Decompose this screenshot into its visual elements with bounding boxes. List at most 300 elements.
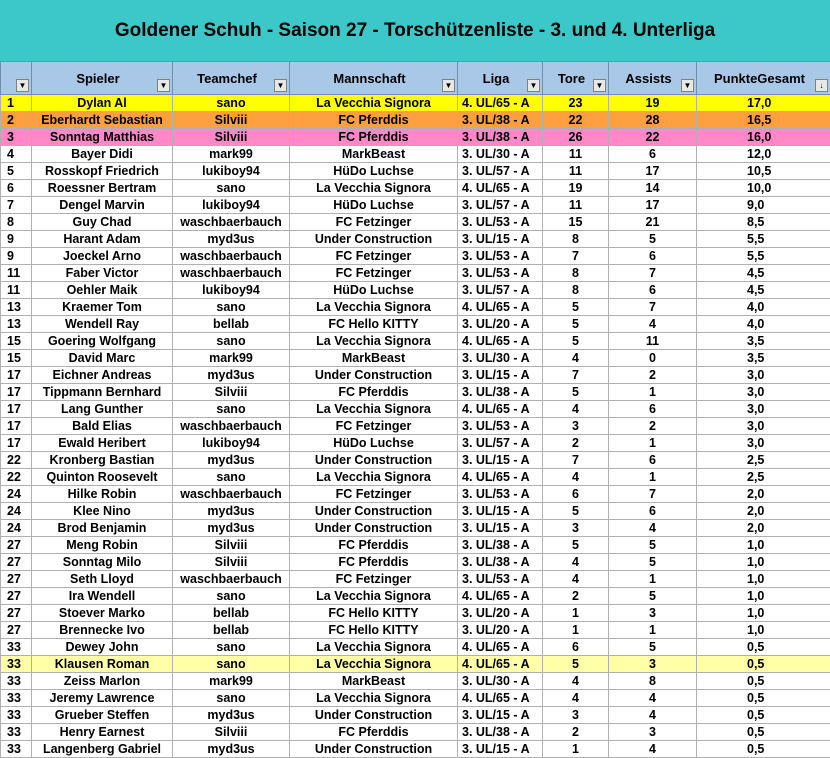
player-cell: Guy Chad bbox=[32, 214, 173, 231]
liga-cell: 3. UL/20 - A bbox=[458, 605, 543, 622]
assists-cell: 4 bbox=[609, 707, 697, 724]
goals-cell: 4 bbox=[543, 690, 609, 707]
liga-cell: 3. UL/15 - A bbox=[458, 707, 543, 724]
assists-cell: 7 bbox=[609, 265, 697, 282]
player-cell: Ira Wendell bbox=[32, 588, 173, 605]
goals-cell: 8 bbox=[543, 231, 609, 248]
rank-cell: 11 bbox=[1, 282, 32, 299]
table-row bbox=[1, 571, 830, 588]
player-cell: Klee Nino bbox=[32, 503, 173, 520]
table-row bbox=[1, 554, 830, 571]
liga-cell: 3. UL/15 - A bbox=[458, 520, 543, 537]
points-cell: 17,0 bbox=[697, 95, 830, 112]
points-cell: 1,0 bbox=[697, 554, 830, 571]
rank-cell: 17 bbox=[1, 418, 32, 435]
assists-cell: 3 bbox=[609, 656, 697, 673]
rank-cell: 22 bbox=[1, 469, 32, 486]
player-cell: Zeiss Marlon bbox=[32, 673, 173, 690]
assists-cell: 6 bbox=[609, 503, 697, 520]
liga-cell: 3. UL/20 - A bbox=[458, 622, 543, 639]
points-cell: 4,5 bbox=[697, 265, 830, 282]
column-header-liga[interactable] bbox=[458, 62, 543, 95]
assists-cell: 3 bbox=[609, 724, 697, 741]
liga-cell: 3. UL/15 - A bbox=[458, 367, 543, 384]
assists-cell: 5 bbox=[609, 588, 697, 605]
table-row bbox=[1, 537, 830, 554]
player-cell: Bald Elias bbox=[32, 418, 173, 435]
assists-cell: 3 bbox=[609, 605, 697, 622]
table-row bbox=[1, 384, 830, 401]
teamchef-cell: sano bbox=[173, 588, 290, 605]
table-row bbox=[1, 401, 830, 418]
rank-cell: 17 bbox=[1, 367, 32, 384]
liga-cell: 3. UL/53 - A bbox=[458, 248, 543, 265]
assists-cell: 7 bbox=[609, 299, 697, 316]
player-cell: Langenberg Gabriel bbox=[32, 741, 173, 758]
rank-cell: 3 bbox=[1, 129, 32, 146]
liga-cell: 3. UL/15 - A bbox=[458, 741, 543, 758]
team-cell: La Vecchia Signora bbox=[290, 588, 458, 605]
rank-cell: 6 bbox=[1, 180, 32, 197]
player-cell: Roessner Bertram bbox=[32, 180, 173, 197]
assists-cell: 5 bbox=[609, 554, 697, 571]
teamchef-cell: sano bbox=[173, 180, 290, 197]
assists-cell: 28 bbox=[609, 112, 697, 129]
table-row bbox=[1, 673, 830, 690]
filter-dropdown-icon[interactable]: ▼ bbox=[681, 79, 694, 92]
teamchef-cell: mark99 bbox=[173, 673, 290, 690]
player-cell: Quinton Roosevelt bbox=[32, 469, 173, 486]
teamchef-cell: Silviii bbox=[173, 129, 290, 146]
goals-cell: 4 bbox=[543, 350, 609, 367]
points-cell: 8,5 bbox=[697, 214, 830, 231]
filter-dropdown-icon[interactable]: ▼ bbox=[16, 79, 29, 92]
assists-cell: 6 bbox=[609, 282, 697, 299]
points-cell: 1,0 bbox=[697, 622, 830, 639]
goals-cell: 2 bbox=[543, 724, 609, 741]
goals-cell: 3 bbox=[543, 418, 609, 435]
team-cell: Under Construction bbox=[290, 520, 458, 537]
table-row bbox=[1, 333, 830, 350]
team-cell: FC Hello KITTY bbox=[290, 605, 458, 622]
goals-cell: 3 bbox=[543, 520, 609, 537]
column-header-teamchef[interactable] bbox=[173, 62, 290, 95]
teamchef-cell: waschbaerbauch bbox=[173, 214, 290, 231]
goals-cell: 5 bbox=[543, 384, 609, 401]
team-cell: MarkBeast bbox=[290, 350, 458, 367]
goals-cell: 2 bbox=[543, 588, 609, 605]
points-cell: 16,0 bbox=[697, 129, 830, 146]
team-cell: FC Pferddis bbox=[290, 384, 458, 401]
goals-cell: 19 bbox=[543, 180, 609, 197]
points-cell: 3,0 bbox=[697, 367, 830, 384]
filter-dropdown-icon[interactable]: ▼ bbox=[274, 79, 287, 92]
filter-dropdown-icon[interactable]: ▼ bbox=[157, 79, 170, 92]
goals-cell: 26 bbox=[543, 129, 609, 146]
goals-cell: 4 bbox=[543, 571, 609, 588]
rank-cell: 24 bbox=[1, 486, 32, 503]
player-cell: Brod Benjamin bbox=[32, 520, 173, 537]
teamchef-cell: Silviii bbox=[173, 384, 290, 401]
goals-cell: 1 bbox=[543, 741, 609, 758]
player-cell: David Marc bbox=[32, 350, 173, 367]
assists-cell: 4 bbox=[609, 741, 697, 758]
rank-cell: 33 bbox=[1, 639, 32, 656]
team-cell: FC Pferddis bbox=[290, 724, 458, 741]
player-cell: Stoever Marko bbox=[32, 605, 173, 622]
rank-cell: 27 bbox=[1, 622, 32, 639]
points-cell: 10,0 bbox=[697, 180, 830, 197]
goals-cell: 11 bbox=[543, 197, 609, 214]
liga-cell: 3. UL/53 - A bbox=[458, 418, 543, 435]
liga-cell: 3. UL/15 - A bbox=[458, 231, 543, 248]
teamchef-cell: sano bbox=[173, 95, 290, 112]
rank-cell: 27 bbox=[1, 537, 32, 554]
liga-cell: 4. UL/65 - A bbox=[458, 299, 543, 316]
rank-cell: 33 bbox=[1, 724, 32, 741]
teamchef-cell: Silviii bbox=[173, 537, 290, 554]
goals-cell: 23 bbox=[543, 95, 609, 112]
liga-cell: 3. UL/15 - A bbox=[458, 503, 543, 520]
points-cell: 4,0 bbox=[697, 316, 830, 333]
liga-cell: 3. UL/57 - A bbox=[458, 197, 543, 214]
table-body bbox=[1, 95, 830, 758]
rank-cell: 5 bbox=[1, 163, 32, 180]
team-cell: MarkBeast bbox=[290, 673, 458, 690]
teamchef-cell: myd3us bbox=[173, 367, 290, 384]
team-cell: Under Construction bbox=[290, 503, 458, 520]
teamchef-cell: sano bbox=[173, 656, 290, 673]
team-cell: La Vecchia Signora bbox=[290, 639, 458, 656]
teamchef-cell: lukiboy94 bbox=[173, 282, 290, 299]
assists-cell: 0 bbox=[609, 350, 697, 367]
points-cell: 2,5 bbox=[697, 452, 830, 469]
points-cell: 2,5 bbox=[697, 469, 830, 486]
team-cell: FC Fetzinger bbox=[290, 486, 458, 503]
points-cell: 1,0 bbox=[697, 605, 830, 622]
table-row bbox=[1, 435, 830, 452]
teamchef-cell: waschbaerbauch bbox=[173, 571, 290, 588]
player-cell: Kraemer Tom bbox=[32, 299, 173, 316]
teamchef-cell: Silviii bbox=[173, 554, 290, 571]
assists-cell: 11 bbox=[609, 333, 697, 350]
liga-cell: 4. UL/65 - A bbox=[458, 95, 543, 112]
filter-dropdown-icon[interactable]: ▼ bbox=[527, 79, 540, 92]
column-header-tore[interactable] bbox=[543, 62, 609, 95]
liga-cell: 4. UL/65 - A bbox=[458, 588, 543, 605]
player-cell: Oehler Maik bbox=[32, 282, 173, 299]
liga-cell: 3. UL/53 - A bbox=[458, 214, 543, 231]
assists-cell: 21 bbox=[609, 214, 697, 231]
rank-cell: 17 bbox=[1, 401, 32, 418]
goals-cell: 3 bbox=[543, 707, 609, 724]
player-cell: Dewey John bbox=[32, 639, 173, 656]
teamchef-cell: mark99 bbox=[173, 350, 290, 367]
liga-cell: 3. UL/57 - A bbox=[458, 163, 543, 180]
table-row bbox=[1, 469, 830, 486]
points-cell: 4,0 bbox=[697, 299, 830, 316]
points-cell: 0,5 bbox=[697, 639, 830, 656]
table-row bbox=[1, 231, 830, 248]
player-cell: Kronberg Bastian bbox=[32, 452, 173, 469]
points-cell: 16,5 bbox=[697, 112, 830, 129]
teamchef-cell: sano bbox=[173, 333, 290, 350]
rank-cell: 7 bbox=[1, 197, 32, 214]
player-cell: Bayer Didi bbox=[32, 146, 173, 163]
column-header-label: PunkteGesamt bbox=[713, 70, 806, 86]
teamchef-cell: waschbaerbauch bbox=[173, 248, 290, 265]
team-cell: Under Construction bbox=[290, 741, 458, 758]
table-row bbox=[1, 418, 830, 435]
assists-cell: 1 bbox=[609, 622, 697, 639]
goals-cell: 6 bbox=[543, 486, 609, 503]
table-row bbox=[1, 197, 830, 214]
table-row bbox=[1, 367, 830, 384]
rank-cell: 33 bbox=[1, 656, 32, 673]
team-cell: La Vecchia Signora bbox=[290, 656, 458, 673]
liga-cell: 4. UL/65 - A bbox=[458, 180, 543, 197]
filter-dropdown-icon[interactable]: ▼ bbox=[442, 79, 455, 92]
teamchef-cell: bellab bbox=[173, 605, 290, 622]
table-row bbox=[1, 248, 830, 265]
points-cell: 3,0 bbox=[697, 384, 830, 401]
goals-cell: 8 bbox=[543, 265, 609, 282]
liga-cell: 4. UL/65 - A bbox=[458, 333, 543, 350]
liga-cell: 4. UL/65 - A bbox=[458, 639, 543, 656]
rank-cell: 24 bbox=[1, 503, 32, 520]
assists-cell: 1 bbox=[609, 469, 697, 486]
goals-cell: 4 bbox=[543, 673, 609, 690]
team-cell: FC Fetzinger bbox=[290, 214, 458, 231]
points-cell: 2,0 bbox=[697, 520, 830, 537]
header-row bbox=[1, 62, 830, 95]
assists-cell: 1 bbox=[609, 435, 697, 452]
points-cell: 12,0 bbox=[697, 146, 830, 163]
rank-cell: 4 bbox=[1, 146, 32, 163]
teamchef-cell: myd3us bbox=[173, 231, 290, 248]
liga-cell: 3. UL/30 - A bbox=[458, 350, 543, 367]
teamchef-cell: Silviii bbox=[173, 724, 290, 741]
assists-cell: 2 bbox=[609, 367, 697, 384]
goals-cell: 7 bbox=[543, 452, 609, 469]
sort-dropdown-icon[interactable]: ↓ bbox=[815, 79, 828, 92]
rank-cell: 17 bbox=[1, 384, 32, 401]
team-cell: FC Fetzinger bbox=[290, 418, 458, 435]
rank-cell: 9 bbox=[1, 231, 32, 248]
player-cell: Dengel Marvin bbox=[32, 197, 173, 214]
goals-cell: 2 bbox=[543, 435, 609, 452]
assists-cell: 19 bbox=[609, 95, 697, 112]
goals-cell: 1 bbox=[543, 605, 609, 622]
goals-cell: 11 bbox=[543, 163, 609, 180]
column-header-label: Liga bbox=[482, 70, 510, 86]
assists-cell: 5 bbox=[609, 231, 697, 248]
scorer-table bbox=[0, 61, 830, 758]
goals-cell: 22 bbox=[543, 112, 609, 129]
liga-cell: 3. UL/57 - A bbox=[458, 435, 543, 452]
player-cell: Eberhardt Sebastian bbox=[32, 112, 173, 129]
table-row bbox=[1, 503, 830, 520]
liga-cell: 3. UL/38 - A bbox=[458, 724, 543, 741]
team-cell: La Vecchia Signora bbox=[290, 333, 458, 350]
team-cell: HüDo Luchse bbox=[290, 282, 458, 299]
column-header-mannschaft[interactable] bbox=[290, 62, 458, 95]
player-cell: Hilke Robin bbox=[32, 486, 173, 503]
player-cell: Eichner Andreas bbox=[32, 367, 173, 384]
teamchef-cell: lukiboy94 bbox=[173, 197, 290, 214]
team-cell: HüDo Luchse bbox=[290, 163, 458, 180]
table-row bbox=[1, 656, 830, 673]
teamchef-cell: myd3us bbox=[173, 707, 290, 724]
rank-cell: 17 bbox=[1, 435, 32, 452]
points-cell: 3,5 bbox=[697, 333, 830, 350]
column-header-rank[interactable] bbox=[1, 62, 32, 95]
player-cell: Lang Gunther bbox=[32, 401, 173, 418]
team-cell: Under Construction bbox=[290, 452, 458, 469]
player-cell: Sonntag Milo bbox=[32, 554, 173, 571]
team-cell: Under Construction bbox=[290, 707, 458, 724]
team-cell: FC Pferddis bbox=[290, 129, 458, 146]
table-row bbox=[1, 214, 830, 231]
liga-cell: 3. UL/38 - A bbox=[458, 554, 543, 571]
player-cell: Meng Robin bbox=[32, 537, 173, 554]
filter-dropdown-icon[interactable]: ▼ bbox=[593, 79, 606, 92]
column-header-label: Tore bbox=[557, 70, 586, 86]
column-header-label: Assists bbox=[625, 70, 672, 86]
rank-cell: 33 bbox=[1, 707, 32, 724]
player-cell: Henry Earnest bbox=[32, 724, 173, 741]
team-cell: FC Pferddis bbox=[290, 537, 458, 554]
column-header-assists[interactable] bbox=[609, 62, 697, 95]
teamchef-cell: mark99 bbox=[173, 146, 290, 163]
page-title: Goldener Schuh - Saison 27 - Torschützenliste - 3. und 4. Unterliga bbox=[0, 0, 830, 62]
teamchef-cell: sano bbox=[173, 690, 290, 707]
player-cell: Harant Adam bbox=[32, 231, 173, 248]
table-row bbox=[1, 265, 830, 282]
column-header-punkte[interactable] bbox=[697, 62, 830, 95]
rank-cell: 33 bbox=[1, 741, 32, 758]
table-row bbox=[1, 690, 830, 707]
team-cell: FC Pferddis bbox=[290, 112, 458, 129]
rank-cell: 15 bbox=[1, 350, 32, 367]
table-row bbox=[1, 520, 830, 537]
player-cell: Ewald Heribert bbox=[32, 435, 173, 452]
liga-cell: 3. UL/30 - A bbox=[458, 673, 543, 690]
assists-cell: 2 bbox=[609, 418, 697, 435]
points-cell: 10,5 bbox=[697, 163, 830, 180]
teamchef-cell: myd3us bbox=[173, 520, 290, 537]
team-cell: Under Construction bbox=[290, 231, 458, 248]
points-cell: 3,5 bbox=[697, 350, 830, 367]
assists-cell: 6 bbox=[609, 248, 697, 265]
player-cell: Dylan Al bbox=[32, 95, 173, 112]
assists-cell: 17 bbox=[609, 163, 697, 180]
liga-cell: 3. UL/53 - A bbox=[458, 486, 543, 503]
table-row bbox=[1, 129, 830, 146]
team-cell: FC Fetzinger bbox=[290, 571, 458, 588]
liga-cell: 3. UL/57 - A bbox=[458, 282, 543, 299]
rank-cell: 27 bbox=[1, 588, 32, 605]
assists-cell: 6 bbox=[609, 452, 697, 469]
points-cell: 2,0 bbox=[697, 503, 830, 520]
player-cell: Klausen Roman bbox=[32, 656, 173, 673]
teamchef-cell: sano bbox=[173, 469, 290, 486]
team-cell: FC Fetzinger bbox=[290, 265, 458, 282]
teamchef-cell: sano bbox=[173, 401, 290, 418]
rank-cell: 24 bbox=[1, 520, 32, 537]
points-cell: 3,0 bbox=[697, 435, 830, 452]
goals-cell: 8 bbox=[543, 282, 609, 299]
rank-cell: 27 bbox=[1, 554, 32, 571]
column-header-label: Spieler bbox=[76, 70, 120, 86]
assists-cell: 8 bbox=[609, 673, 697, 690]
assists-cell: 5 bbox=[609, 639, 697, 656]
liga-cell: 3. UL/20 - A bbox=[458, 316, 543, 333]
column-header-label: Teamchef bbox=[197, 70, 257, 86]
team-cell: Under Construction bbox=[290, 367, 458, 384]
points-cell: 0,5 bbox=[697, 741, 830, 758]
assists-cell: 6 bbox=[609, 401, 697, 418]
liga-cell: 3. UL/15 - A bbox=[458, 452, 543, 469]
player-cell: Sonntag Matthias bbox=[32, 129, 173, 146]
team-cell: HüDo Luchse bbox=[290, 197, 458, 214]
points-cell: 9,0 bbox=[697, 197, 830, 214]
table-row bbox=[1, 724, 830, 741]
team-cell: La Vecchia Signora bbox=[290, 469, 458, 486]
points-cell: 1,0 bbox=[697, 571, 830, 588]
table-row bbox=[1, 350, 830, 367]
rank-cell: 1 bbox=[1, 95, 32, 112]
team-cell: La Vecchia Signora bbox=[290, 299, 458, 316]
rank-cell: 27 bbox=[1, 571, 32, 588]
liga-cell: 3. UL/38 - A bbox=[458, 537, 543, 554]
goals-cell: 5 bbox=[543, 537, 609, 554]
table-row bbox=[1, 605, 830, 622]
points-cell: 1,0 bbox=[697, 588, 830, 605]
points-cell: 5,5 bbox=[697, 231, 830, 248]
table-row bbox=[1, 112, 830, 129]
team-cell: FC Fetzinger bbox=[290, 248, 458, 265]
team-cell: HüDo Luchse bbox=[290, 435, 458, 452]
table-row bbox=[1, 316, 830, 333]
teamchef-cell: Silviii bbox=[173, 112, 290, 129]
rank-cell: 33 bbox=[1, 673, 32, 690]
liga-cell: 4. UL/65 - A bbox=[458, 401, 543, 418]
assists-cell: 5 bbox=[609, 537, 697, 554]
rank-cell: 13 bbox=[1, 299, 32, 316]
liga-cell: 3. UL/53 - A bbox=[458, 265, 543, 282]
goals-cell: 5 bbox=[543, 299, 609, 316]
team-cell: La Vecchia Signora bbox=[290, 690, 458, 707]
assists-cell: 6 bbox=[609, 146, 697, 163]
points-cell: 0,5 bbox=[697, 724, 830, 741]
teamchef-cell: sano bbox=[173, 639, 290, 656]
points-cell: 3,0 bbox=[697, 418, 830, 435]
table-row bbox=[1, 180, 830, 197]
table-row bbox=[1, 282, 830, 299]
table-row bbox=[1, 639, 830, 656]
goals-cell: 5 bbox=[543, 503, 609, 520]
column-header-spieler[interactable] bbox=[32, 62, 173, 95]
teamchef-cell: lukiboy94 bbox=[173, 163, 290, 180]
player-cell: Tippmann Bernhard bbox=[32, 384, 173, 401]
table-row bbox=[1, 486, 830, 503]
assists-cell: 7 bbox=[609, 486, 697, 503]
teamchef-cell: waschbaerbauch bbox=[173, 486, 290, 503]
goals-cell: 4 bbox=[543, 469, 609, 486]
team-cell: La Vecchia Signora bbox=[290, 180, 458, 197]
teamchef-cell: bellab bbox=[173, 622, 290, 639]
